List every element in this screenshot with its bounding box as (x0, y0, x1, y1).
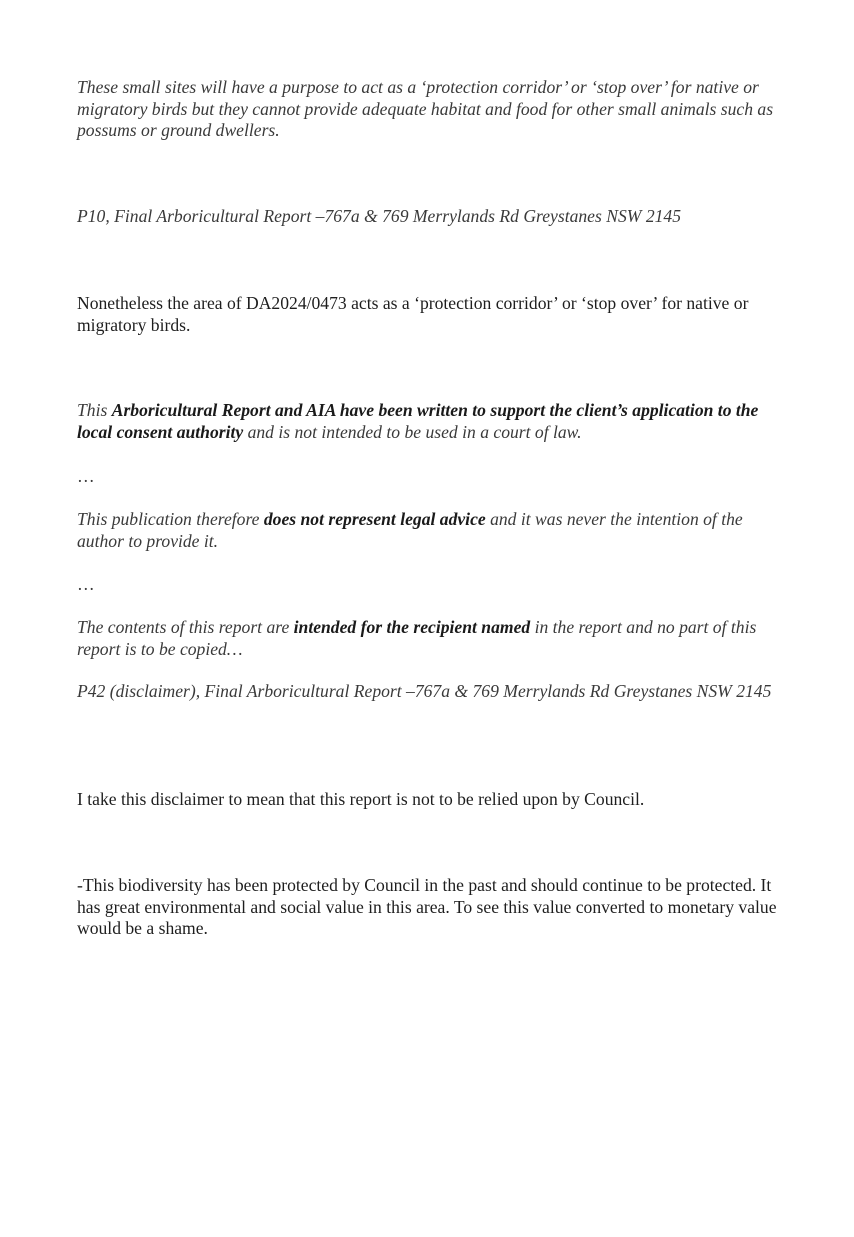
quote4-post-text: in the report and no part of this report is to be copied… (77, 617, 757, 659)
comment-paragraph-corridor: Nonetheless the area of DA2024/0473 acts as a ‘protection corridor’ or ‘stop over’ for native or migratory birds. (77, 293, 749, 335)
quote-paragraph-recipient (77, 617, 782, 660)
quote3-bold-text: does not represent legal advice (263, 509, 486, 529)
quote2-pre-text: This (77, 400, 112, 420)
quote2-post-text: and is not intended to be used in a court of law. (243, 421, 582, 442)
ellipsis-2: … (77, 574, 95, 594)
comment-paragraph-biodiversity: -This biodiversity has been protected by Council in the past and should continue to be protected. It has great environmental and social value in this area. To see this value converted to monetary value would be a shame. (77, 875, 777, 938)
quote4-pre-text: The contents of this report are (77, 617, 294, 637)
quote-paragraph-report-purpose (77, 400, 782, 443)
quote-paragraph-legal-advice (77, 509, 782, 552)
quote-paragraph-habitat: These small sites will have a purpose to act as a ‘protection corridor’ or ‘stop over’ for native or migratory birds but they cannot provide adequate habitat and food for other small animals such as possums or ground dwellers. (77, 77, 774, 140)
quote3-post-text: and it was never the intention of the author to provide it. (77, 509, 743, 551)
comment-paragraph-disclaimer: I take this disclaimer to mean that this report is not to be relied upon by Council. (77, 789, 645, 809)
quote2-bold-text: Arboricultural Report and AIA have been written to support the client’s application to the local consent authority (77, 400, 759, 442)
ellipsis-1: … (77, 466, 95, 486)
quote4-bold-text: intended for the recipient named (293, 617, 531, 637)
quote3-pre-text: This publication therefore (77, 509, 264, 529)
citation-p42: P42 (disclaimer), Final Arboricultural Report –767a & 769 Merrylands Rd Greystanes NSW 2145 (77, 681, 772, 701)
citation-p10: P10, Final Arboricultural Report –767a & 769 Merrylands Rd Greystanes NSW 2145 (77, 206, 682, 226)
